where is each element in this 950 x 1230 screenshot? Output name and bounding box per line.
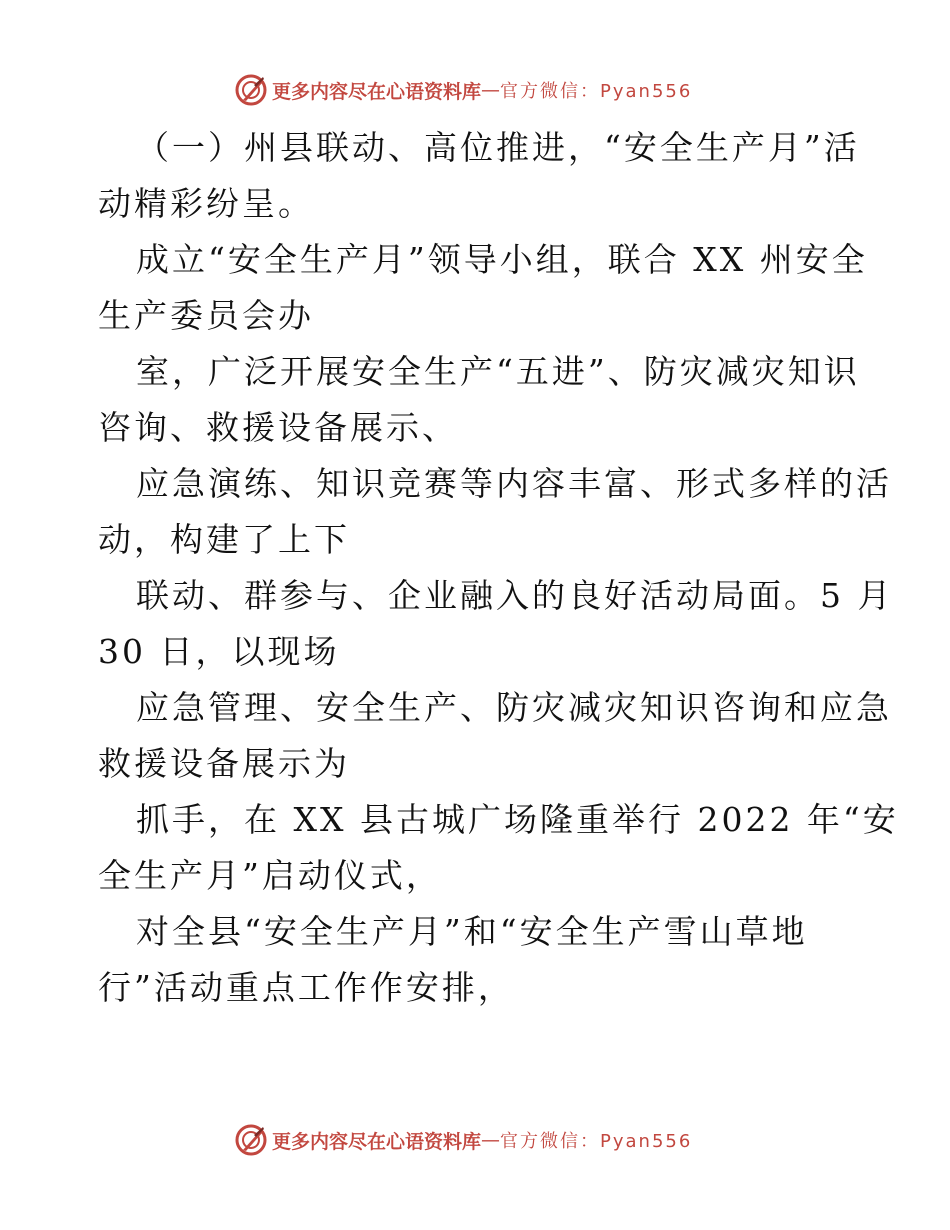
watermark-text: 更多内容尽在心语资料库: [272, 80, 482, 103]
text-line-6: 咨询、救援设备展示、: [98, 408, 458, 447]
text-line-9: 联动、群参与、企业融入的良好活动局面。5 月: [136, 576, 894, 615]
watermark-separator: —: [481, 79, 501, 101]
text-line-15: 对全县“安全生产月”和“安全生产雪山草地: [136, 912, 808, 951]
header-watermark: [234, 72, 754, 108]
text-line-14: 全生产月”启动仪式，: [98, 856, 442, 895]
watermark-text: 更多内容尽在心语资料库: [272, 1130, 482, 1153]
text-line-11: 应急管理、安全生产、防灾减灾知识咨询和应急: [136, 688, 892, 727]
watermark-wechat: 官方微信：Pyan556: [500, 1131, 693, 1152]
feather-logo-icon: [234, 1123, 268, 1157]
document-body: [98, 120, 899, 1016]
text-line-10: 30 日，以现场: [98, 632, 340, 671]
text-line-12: 救援设备展示为: [98, 744, 350, 783]
text-line-2: 动精彩纷呈。: [98, 184, 314, 223]
text-line-1: （一）州县联动、高位推进，“安全生产月”活: [136, 128, 860, 167]
text-line-3: 成立“安全生产月”领导小组，联合 XX 州安全: [136, 240, 868, 279]
feather-logo-icon: [234, 73, 268, 107]
text-line-13: 抓手，在 XX 县古城广场隆重举行 2022 年“安: [136, 800, 899, 839]
text-line-7: 应急演练、知识竞赛等内容丰富、形式多样的活: [136, 464, 892, 503]
text-line-4: 生产委员会办: [98, 296, 314, 335]
footer-watermark: [234, 1122, 754, 1158]
text-line-5: 室，广泛开展安全生产“五进”、防灾减灾知识: [136, 352, 860, 391]
watermark-wechat: 官方微信：Pyan556: [500, 81, 693, 102]
text-line-8: 动，构建了上下: [98, 520, 350, 559]
text-line-16: 行”活动重点工作作安排，: [98, 968, 514, 1007]
watermark-separator: —: [481, 1129, 501, 1151]
